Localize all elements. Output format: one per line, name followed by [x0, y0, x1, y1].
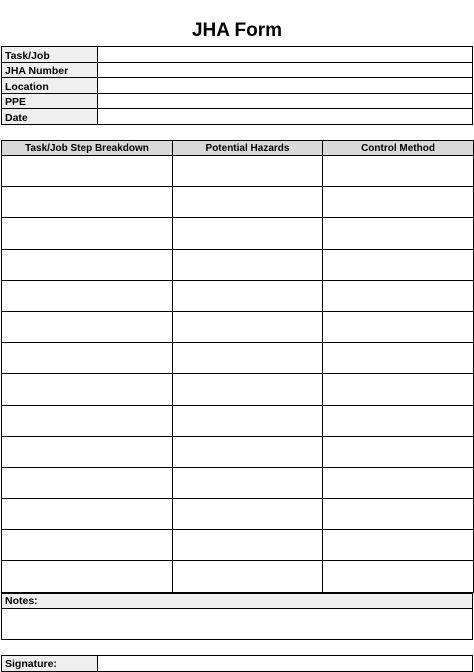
table-row [2, 561, 474, 592]
info-value-task-job[interactable] [98, 47, 473, 63]
control-cell[interactable] [323, 218, 474, 249]
hazard-cell[interactable] [173, 467, 323, 498]
form-title: JHA Form [191, 20, 283, 41]
control-cell[interactable] [323, 405, 474, 436]
step-cell[interactable] [2, 530, 173, 561]
signature-row [2, 656, 473, 672]
signature-label: Signature: [2, 656, 98, 672]
control-cell[interactable] [323, 343, 474, 374]
notes-field[interactable] [2, 609, 473, 640]
control-cell[interactable] [323, 467, 474, 498]
table-row [2, 374, 474, 405]
step-cell[interactable] [2, 436, 173, 467]
hazard-cell[interactable] [173, 187, 323, 218]
step-cell[interactable] [2, 499, 173, 530]
info-label-date: Date [2, 109, 98, 125]
info-value-jha-number[interactable] [98, 62, 473, 78]
step-cell[interactable] [2, 311, 173, 342]
step-cell[interactable] [2, 374, 173, 405]
step-cell[interactable] [2, 249, 173, 280]
table-row [2, 311, 474, 342]
control-cell[interactable] [323, 561, 474, 592]
info-value-location[interactable] [98, 78, 473, 94]
signature-section [1, 655, 473, 672]
table-row [2, 218, 474, 249]
signature-field[interactable] [98, 656, 473, 672]
info-label-task-job: Task/Job [2, 47, 98, 63]
notes-section [1, 593, 473, 640]
table-header-row [2, 141, 474, 156]
info-row-location [2, 78, 473, 94]
table-row [2, 156, 474, 187]
table-row [2, 530, 474, 561]
hazard-cell[interactable] [173, 218, 323, 249]
table-row [2, 249, 474, 280]
hazard-cell[interactable] [173, 343, 323, 374]
info-row-ppe [2, 93, 473, 109]
step-cell[interactable] [2, 343, 173, 374]
hazard-cell[interactable] [173, 374, 323, 405]
info-value-ppe[interactable] [98, 93, 473, 109]
notes-area-row [2, 609, 473, 640]
hazard-cell[interactable] [173, 405, 323, 436]
table-row [2, 405, 474, 436]
column-header-step: Task/Job Step Breakdown [2, 141, 173, 156]
hazard-cell[interactable] [173, 436, 323, 467]
control-cell[interactable] [323, 156, 474, 187]
jha-steps-table [1, 140, 474, 593]
table-row [2, 467, 474, 498]
step-cell[interactable] [2, 467, 173, 498]
step-cell[interactable] [2, 280, 173, 311]
step-cell[interactable] [2, 156, 173, 187]
table-body [2, 156, 474, 593]
hazard-cell[interactable] [173, 311, 323, 342]
table-row [2, 280, 474, 311]
table-row [2, 343, 474, 374]
info-label-ppe: PPE [2, 93, 98, 109]
hazard-cell[interactable] [173, 156, 323, 187]
control-cell[interactable] [323, 311, 474, 342]
info-table [1, 46, 473, 125]
control-cell[interactable] [323, 530, 474, 561]
table-row [2, 499, 474, 530]
control-cell[interactable] [323, 280, 474, 311]
step-cell[interactable] [2, 187, 173, 218]
table-row [2, 187, 474, 218]
hazard-cell[interactable] [173, 530, 323, 561]
info-row-task-job [2, 47, 473, 63]
hazard-cell[interactable] [173, 249, 323, 280]
control-cell[interactable] [323, 249, 474, 280]
step-cell[interactable] [2, 561, 173, 592]
hazard-cell[interactable] [173, 280, 323, 311]
info-label-jha-number: JHA Number [2, 62, 98, 78]
info-label-location: Location [2, 78, 98, 94]
control-cell[interactable] [323, 187, 474, 218]
table-row [2, 436, 474, 467]
info-value-date[interactable] [98, 109, 473, 125]
info-row-date [2, 109, 473, 125]
step-cell[interactable] [2, 218, 173, 249]
step-cell[interactable] [2, 405, 173, 436]
control-cell[interactable] [323, 436, 474, 467]
hazard-cell[interactable] [173, 499, 323, 530]
control-cell[interactable] [323, 499, 474, 530]
control-cell[interactable] [323, 374, 474, 405]
notes-label: Notes: [2, 594, 473, 609]
notes-label-row [2, 594, 473, 609]
hazard-cell[interactable] [173, 561, 323, 592]
column-header-control: Control Method [323, 141, 474, 156]
column-header-hazards: Potential Hazards [173, 141, 323, 156]
info-row-jha-number [2, 62, 473, 78]
